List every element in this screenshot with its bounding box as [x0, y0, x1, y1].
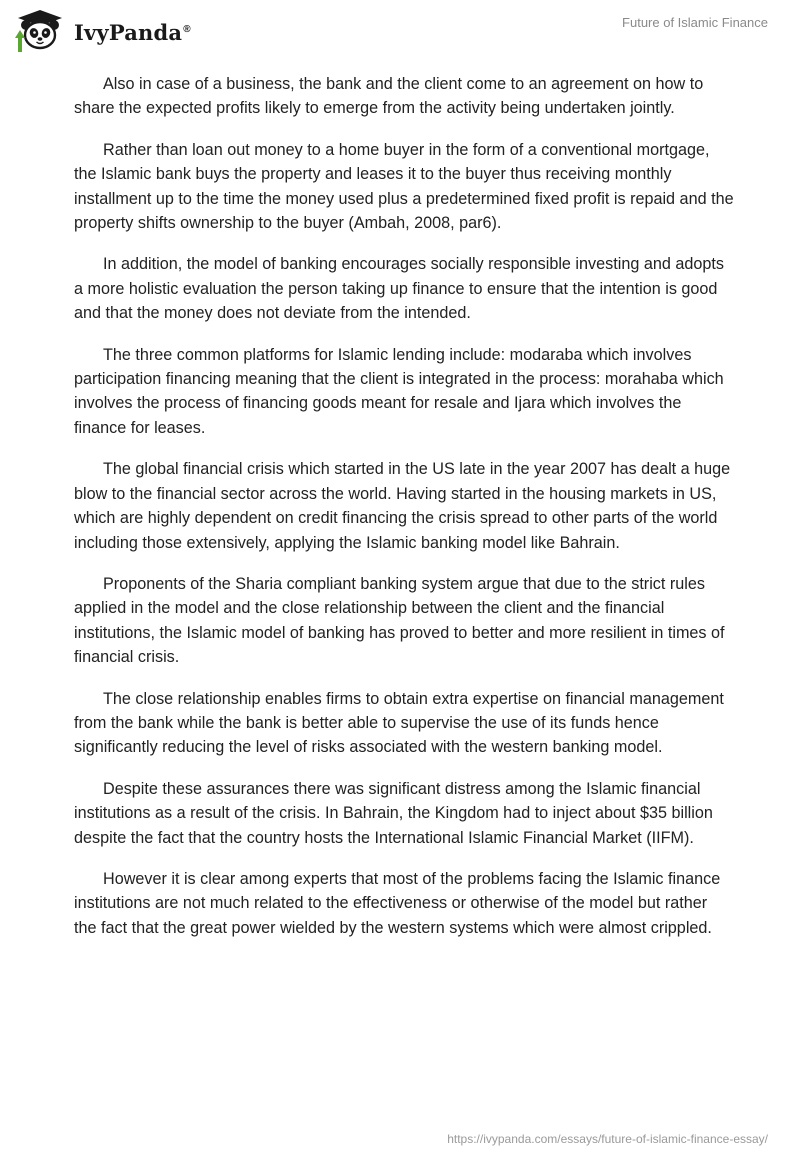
- paragraph: Proponents of the Sharia compliant banking system argue that due to the strict rules applied in the model and the close relationship between the client and the financial institutions, the Islamic model of banking has proved to better and more resilient in times of financial crisis.: [74, 574, 725, 667]
- paragraph: In addition, the model of banking encourages socially responsible investing and adopts a more holistic evaluation the person taking up finance to ensure that the intention is good and that the money does not deviate from the intended.: [74, 255, 724, 323]
- page-header: [0, 0, 800, 62]
- paragraph: However it is clear among experts that most of the problems facing the Islamic finance institutions are not much related to the effectiveness or otherwise of the model but rather the fact that the great power wielded by the western systems which were almost crippled.: [74, 869, 721, 937]
- footer-source-url[interactable]: https://ivypanda.com/essays/future-of-islamic-finance-essay/: [447, 1132, 768, 1146]
- brand-name: IvyPanda®: [74, 19, 191, 45]
- panda-graduate-icon: [14, 8, 66, 52]
- brand-logo[interactable]: [14, 8, 191, 52]
- paragraph: Also in case of a business, the bank and the client come to an agreement on how to share the expected profits likely to emerge from the activity being undertaken jointly.: [74, 75, 704, 118]
- paragraph: The three common platforms for Islamic lending include: modaraba which involves participation financing meaning that the client is integrated in the process: morahaba which involves the process of financing goods meant for resale and Ijara which involves the finance for leases.: [74, 345, 724, 437]
- paragraph: Rather than loan out money to a home buyer in the form of a conventional mortgage, the Islamic bank buys the property and leases it to the buyer thus receiving monthly installment up to the time the money used plus a predetermined fixed profit is repaid and the property shifts ownership to the buyer (Ambah, 2008, par6).: [74, 140, 734, 233]
- essay-body: [74, 72, 734, 957]
- paragraph: The global financial crisis which started in the US late in the year 2007 has dealt a huge blow to the financial sector across the world. Having started in the housing markets in US, which are highly dependent on credit financing the crisis spread to other parts of the world including those extensively, applying the Islamic banking model like Bahrain.: [74, 460, 731, 552]
- paragraph: Despite these assurances there was significant distress among the Islamic financial institutions as a result of the crisis. In Bahrain, the Kingdom had to inject about $35 billion despite the fact that the country hosts the International Islamic Financial Market (IIFM).: [74, 779, 713, 847]
- paragraph: The close relationship enables firms to obtain extra expertise on financial management from the bank while the bank is better able to supervise the use of its funds hence significantly reducing the level of risks associated with the western banking model.: [74, 689, 724, 757]
- brand-registered-mark: ®: [183, 23, 191, 35]
- document-title: Future of Islamic Finance: [622, 15, 768, 30]
